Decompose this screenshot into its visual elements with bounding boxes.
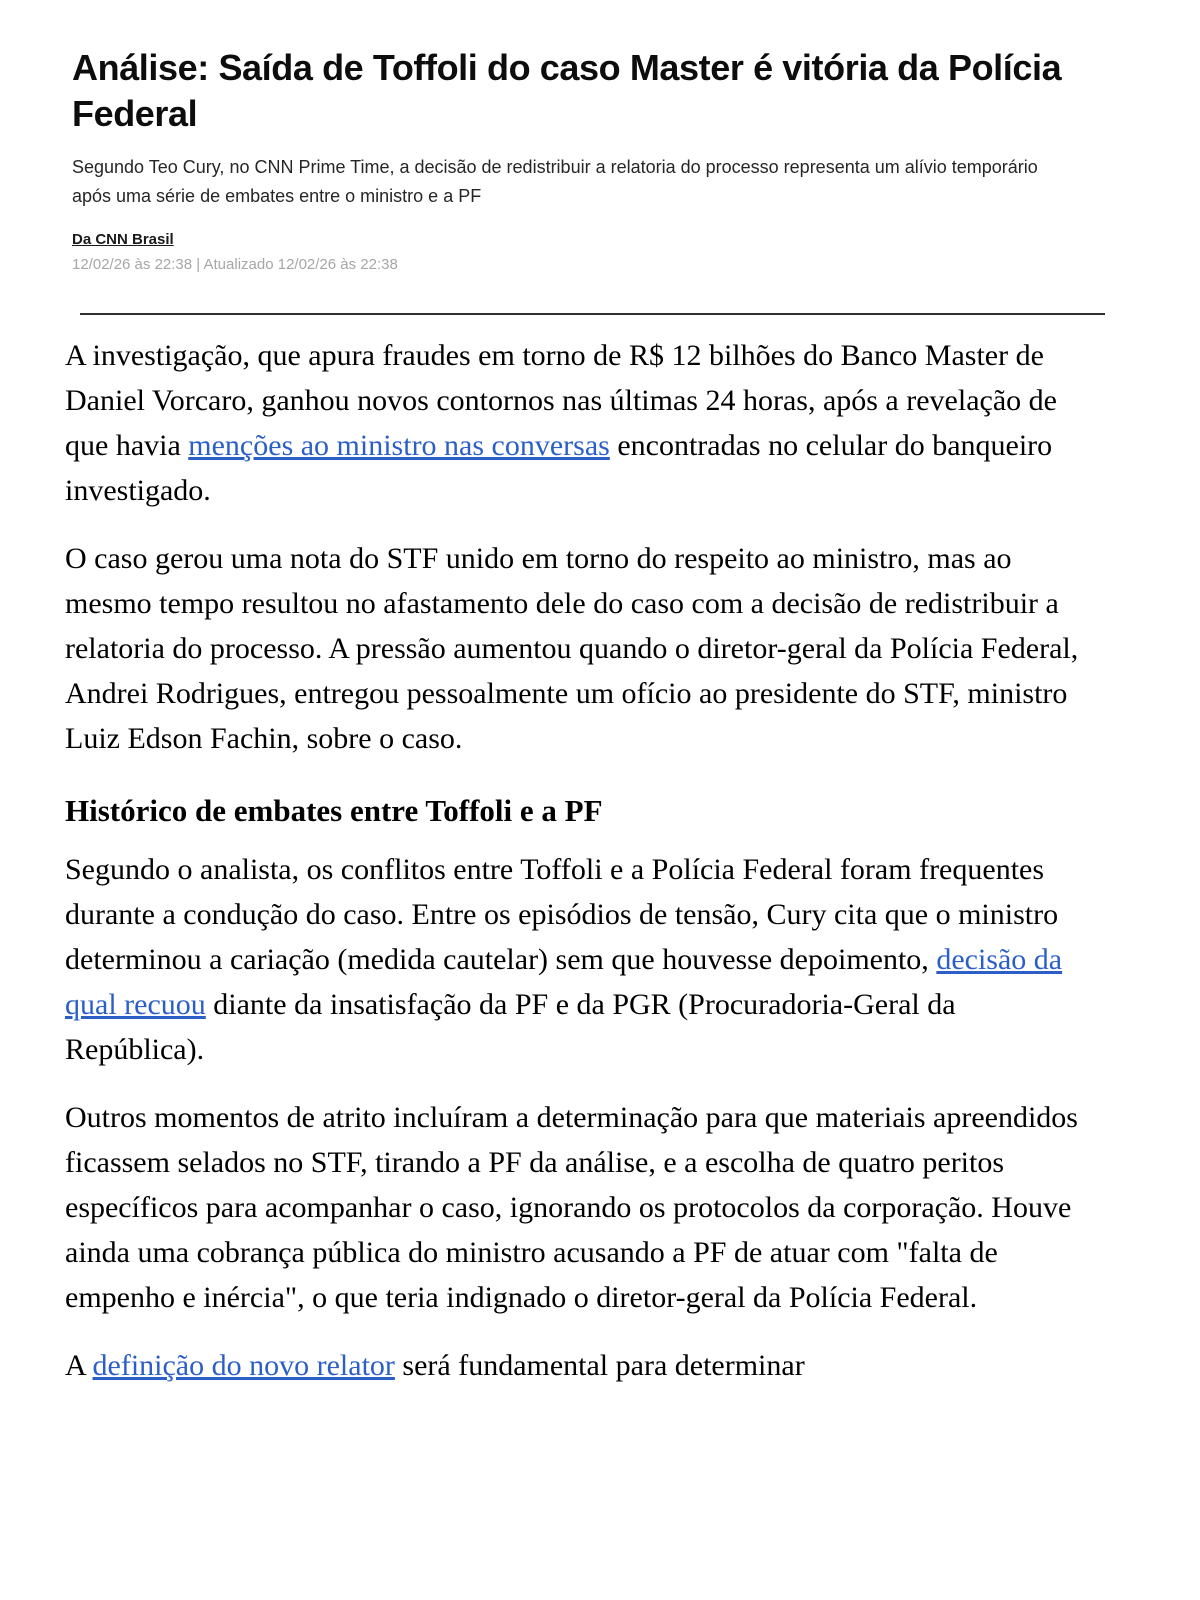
article-subtitle: Segundo Teo Cury, no CNN Prime Time, a decisão de redistribuir a relatoria do processo representa um alívio temporário após uma série de embates entre o ministro e a PF — [72, 157, 1038, 206]
body-text: Segundo o analista, os conflitos entre Toffoli e a Polícia Federal foram frequentes durante a condução do caso. Entre os episódios de tensão, Cury cita que o ministro determinou a cariação (medida cautelar) sem que houvesse depoimento, — [65, 853, 1059, 976]
section-heading: Histórico de embates entre Toffoli e a PF — [65, 793, 603, 828]
article-title: Análise: Saída de Toffoli do caso Master é vitória da Polícia Federal — [72, 47, 1062, 134]
body-paragraph — [65, 333, 1085, 513]
body-text: A investigação, que apura fraudes em torno de R$ 12 bilhões do Banco Master de Daniel Vorcaro, ganhou novos contornos nas últimas 24 horas, após a revelação de que havia — [65, 339, 1057, 462]
body-text: será fundamental para determinar — [394, 1349, 805, 1382]
body-text: encontradas no celular do banqueiro investigado. — [65, 429, 1053, 507]
body-paragraph — [65, 847, 1085, 1072]
inline-link[interactable]: menções ao ministro nas conversas — [188, 429, 610, 462]
body-text: O caso gerou uma nota do STF unido em torno do respeito ao ministro, mas ao mesmo tempo resultou no afastamento dele do caso com a decisão de redistribuir a relatoria do processo. A pressão aumentou quando o diretor-geral da Polícia Federal, Andrei Rodrigues, entregou pessoalmente um ofício ao presidente do STF, ministro Luiz Edson Fachin, sobre o caso. — [65, 542, 1079, 755]
body-text: Outros momentos de atrito incluíram a determinação para que materiais apreendidos ficassem selados no STF, tirando a PF da análise, e a escolha de quatro peritos específicos para acompanhar o caso, ignorando os protocolos da corporação. Houve ainda uma cobrança pública do ministro acusando a PF de atuar com "falta de empenho e inércia", o que teria indignado o diretor-geral da Polícia Federal. — [65, 1101, 1078, 1314]
divider-rule — [80, 313, 1105, 315]
article-timestamp: 12/02/26 às 22:38 | Atualizado 12/02/26 às 22:38 — [72, 256, 398, 273]
inline-link[interactable]: definição do novo relator — [92, 1349, 395, 1382]
body-paragraph — [65, 1343, 1085, 1388]
inline-link[interactable]: decisão da qual recuou — [65, 943, 1063, 1021]
body-paragraph — [65, 536, 1085, 761]
body-text: diante da insatisfação da PF e da PGR (Procuradoria-Geral da República). — [65, 988, 956, 1066]
article-body — [65, 333, 1085, 1388]
byline-link[interactable]: Da CNN Brasil — [72, 231, 174, 248]
body-paragraph — [65, 1095, 1085, 1320]
body-text: A — [65, 1349, 93, 1382]
